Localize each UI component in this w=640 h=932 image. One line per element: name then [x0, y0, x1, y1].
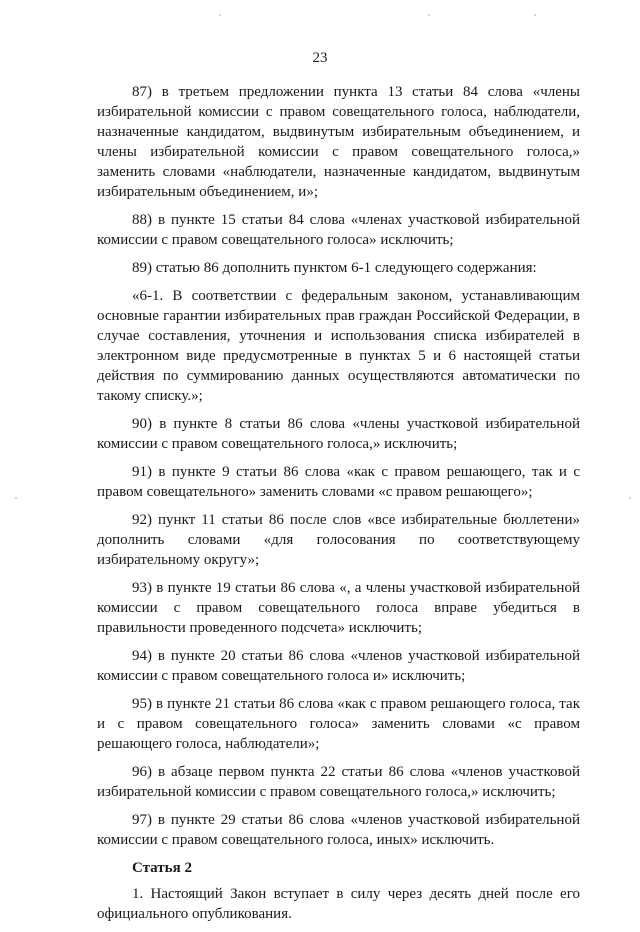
scan-speck	[629, 497, 631, 499]
paragraph-97: 97) в пункте 29 статьи 86 слова «членов участковой избирательной комиссии с правом совещательного голоса, иных» исключить.	[97, 812, 580, 848]
scan-speck	[428, 14, 430, 16]
paragraph-90: 90) в пункте 8 статьи 86 слова «члены участковой избирательной комиссии с правом совещательного голоса,» исключить;	[97, 416, 580, 452]
paragraph-95: 95) в пункте 21 статьи 86 слова «как с правом решающего голоса, так и с правом совещательного голоса» заменить словами «с правом решающего голоса, наблюдатели»;	[97, 696, 580, 752]
page-number: 23	[312, 50, 328, 66]
article-paragraph: 1. Настоящий Закон вступает в силу через десять дней после его официального опубликования.	[97, 886, 580, 922]
paragraph-92: 92) пункт 11 статьи 86 после слов «все избирательные бюллетени» дополнить словами «для голосования по соответствующему избирательному округу»;	[97, 512, 580, 568]
scan-speck	[534, 14, 536, 16]
paragraph-93: 93) в пункте 19 статьи 86 слова «, а члены участковой избирательной комиссии с правом совещательного голоса вправе убедиться в правильности проведенного подсчета» исключить;	[97, 580, 580, 636]
paragraph-94: 94) в пункте 20 статьи 86 слова «членов участковой избирательной комиссии с правом совещательного голоса и» исключить;	[97, 648, 580, 684]
paragraph-87: 87) в третьем предложении пункта 13 статьи 84 слова «члены избирательной комиссии с правом совещательного голоса, наблюдатели, назначенные кандидатом, выдвинутым избирательным объединением, и члены избирательной комиссии с правом совещательного голоса,» заменить словами «наблюдатели, назначенные кандидатом, выдвинутым избирательным объединением, и»;	[97, 84, 580, 200]
paragraph-88: 88) в пункте 15 статьи 84 слова «членах участковой избирательной комиссии с правом совещательного голоса» исключить;	[97, 212, 580, 248]
paragraph-91: 91) в пункте 9 статьи 86 слова «как с правом решающего, так и с правом совещательного» заменить словами «с правом решающего»;	[97, 464, 580, 500]
scan-speck	[219, 14, 221, 16]
paragraph-quote-6-1: «6-1. В соответствии с федеральным законом, устанавливающим основные гарантии избирательных прав граждан Российской Федерации, в случае составления, уточнения и использования списка избирателей в электронном виде предусмотренные в пунктах 5 и 6 настоящей статьи действия по суммированию данных осуществляются автоматически по такому списку.»;	[97, 288, 580, 404]
scan-speck	[15, 497, 17, 499]
paragraph-89: 89) статью 86 дополнить пунктом 6-1 следующего содержания:	[132, 260, 537, 276]
document-body	[97, 82, 580, 932]
paragraph-96: 96) в абзаце первом пункта 22 статьи 86 слова «членов участковой избирательной комиссии с правом совещательного голоса,» исключить;	[97, 764, 580, 800]
article-heading: Статья 2	[132, 860, 192, 876]
